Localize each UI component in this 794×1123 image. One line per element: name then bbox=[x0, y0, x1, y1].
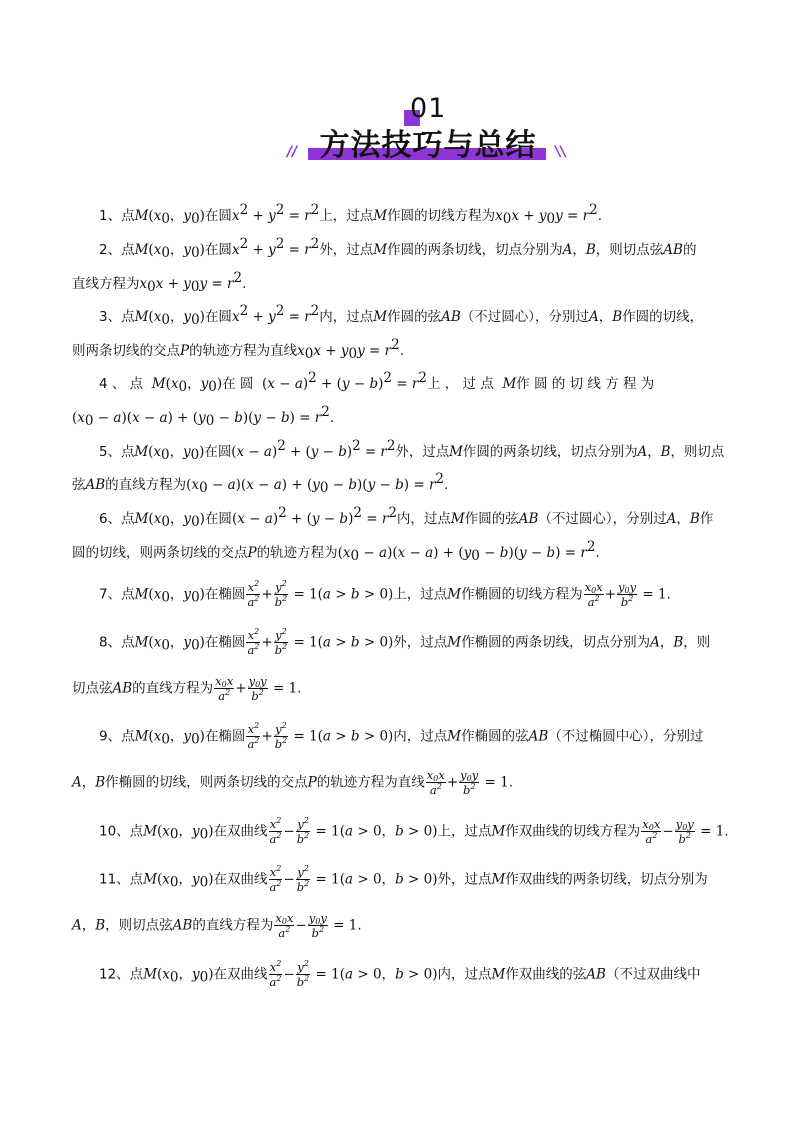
item-2-line-1: 2、点$M(x_0$，$y_0$)在圆$x^2 + y^2 = r^2$外，过点M作圆的两条切线，切点分别为A，B，则切点弦AB的 bbox=[99, 236, 697, 261]
item-11-line-1: 11、点$M(x_0$，$y_0$)在双曲线 $\frac{x^2}{a^2}$ − $\frac{y^2}{b^2}$ = 1(a > 0，b > 0)外，过点M作双曲线的两条切线，切点分别为 bbox=[99, 864, 708, 894]
item-7: 7、点$M(x_0$，$y_0$)在椭圆 $\frac{x^2}{a^2}$ + $\frac{y^2}{b^2}$ = 1(a > b > 0)上，过点M作椭圆的切线方程为 $\frac{x_0x}{a^2}$ + $\frac{y_0y}{b^2}$ = 1. bbox=[99, 579, 671, 609]
item-6-line-2: 圆的切线，则两条切线的交点P的轨迹方程为$(x_0 - a)(x - a) + (y_0 - b)(y - b) = r^2$. bbox=[72, 539, 600, 564]
item-3-line-1: 3、点$M(x_0$，$y_0$)在圆$x^2 + y^2 = r^2$内，过点M作圆的弦AB（不过圆心），分别过A，B作圆的切线， bbox=[99, 303, 704, 328]
item-4-line-1: 4 、 点 $M(x_0$，$y_0$)在 圆 $(x - a)^2 + (y - b)^2 = r^2$上 ， 过 点 M作 圆 的 切 线 方 程 为 bbox=[99, 370, 655, 395]
section-title: 方法技巧与总结 bbox=[319, 128, 537, 163]
item-8-line-1: 8、点$M(x_0$，$y_0$)在椭圆 $\frac{x^2}{a^2}$ + $\frac{y^2}{b^2}$ = 1(a > b > 0)外，过点M作椭圆的两条切线，切点分别为A，B，则 bbox=[99, 627, 711, 657]
item-9-line-2: A，B作椭圆的切线，则两条切线的交点P的轨迹方程为直线 $\frac{x_0x}{a^2}$ + $\frac{y_0y}{b^2}$ = 1. bbox=[72, 768, 514, 797]
item-10: 10、点$M(x_0$，$y_0$)在双曲线 $\frac{x^2}{a^2}$ − $\frac{y^2}{b^2}$ = 1(a > 0，b > 0)上，过点M作双曲线的切线方程为 $\frac{x_0x}{a^2}$ − $\frac{y_0y}{b^2}$ = 1. bbox=[99, 816, 729, 846]
item-1: 1、点$M(x_0$，$y_0$)在圆$x^2 + y^2 = r^2$上，过点M作圆的切线方程为$x_0x + y_0y = r^2$. bbox=[99, 202, 602, 227]
right-slash-decoration: // bbox=[555, 144, 566, 160]
item-12-line-1: 12、点$M(x_0$，$y_0$)在双曲线 $\frac{x^2}{a^2}$ − $\frac{y^2}{b^2}$ = 1(a > 0，b > 0)内，过点M作双曲线的弦AB（不过双曲线中 bbox=[99, 959, 701, 989]
left-slash-decoration: // bbox=[287, 144, 298, 160]
item-4-line-2: $(x_0 - a)(x - a) + (y_0 - b)(y - b) = r^2$. bbox=[72, 404, 335, 429]
item-9-line-1: 9、点$M(x_0$，$y_0$)在椭圆 $\frac{x^2}{a^2}$ + $\frac{y^2}{b^2}$ = 1(a > b > 0)内，过点M作椭圆的弦AB（不过椭圆中心），分别过 bbox=[99, 721, 704, 751]
item-6-line-1: 6、点$M(x_0$，$y_0$)在圆$(x - a)^2 + (y - b)^2 = r^2$内，过点M作圆的弦AB（不过圆心），分别过A，B作 bbox=[99, 505, 714, 530]
section-number: 01 bbox=[410, 93, 447, 124]
item-5-line-1: 5、点$M(x_0$，$y_0$)在圆$(x - a)^2 + (y - b)^2 = r^2$外，过点M作圆的两条切线，切点分别为A，B，则切点 bbox=[99, 438, 725, 463]
item-5-line-2: 弦AB的直线方程为$(x_0 - a)(x - a) + (y_0 - b)(y - b) = r^2$. bbox=[72, 471, 449, 496]
item-11-line-2: A，B，则切点弦AB的直线方程为 $\frac{x_0x}{a^2}$ − $\frac{y_0y}{b^2}$ = 1. bbox=[72, 911, 362, 940]
item-3-line-2: 则两条切线的交点P的轨迹方程为直线$x_0x + y_0y = r^2$. bbox=[72, 337, 404, 362]
item-8-line-2: 切点弦AB的直线方程为 $\frac{x_0x}{a^2}$ + $\frac{y_0y}{b^2}$ = 1. bbox=[72, 674, 302, 703]
item-2-line-2: 直线方程为$x_0x + y_0y = r^2$. bbox=[72, 270, 247, 295]
